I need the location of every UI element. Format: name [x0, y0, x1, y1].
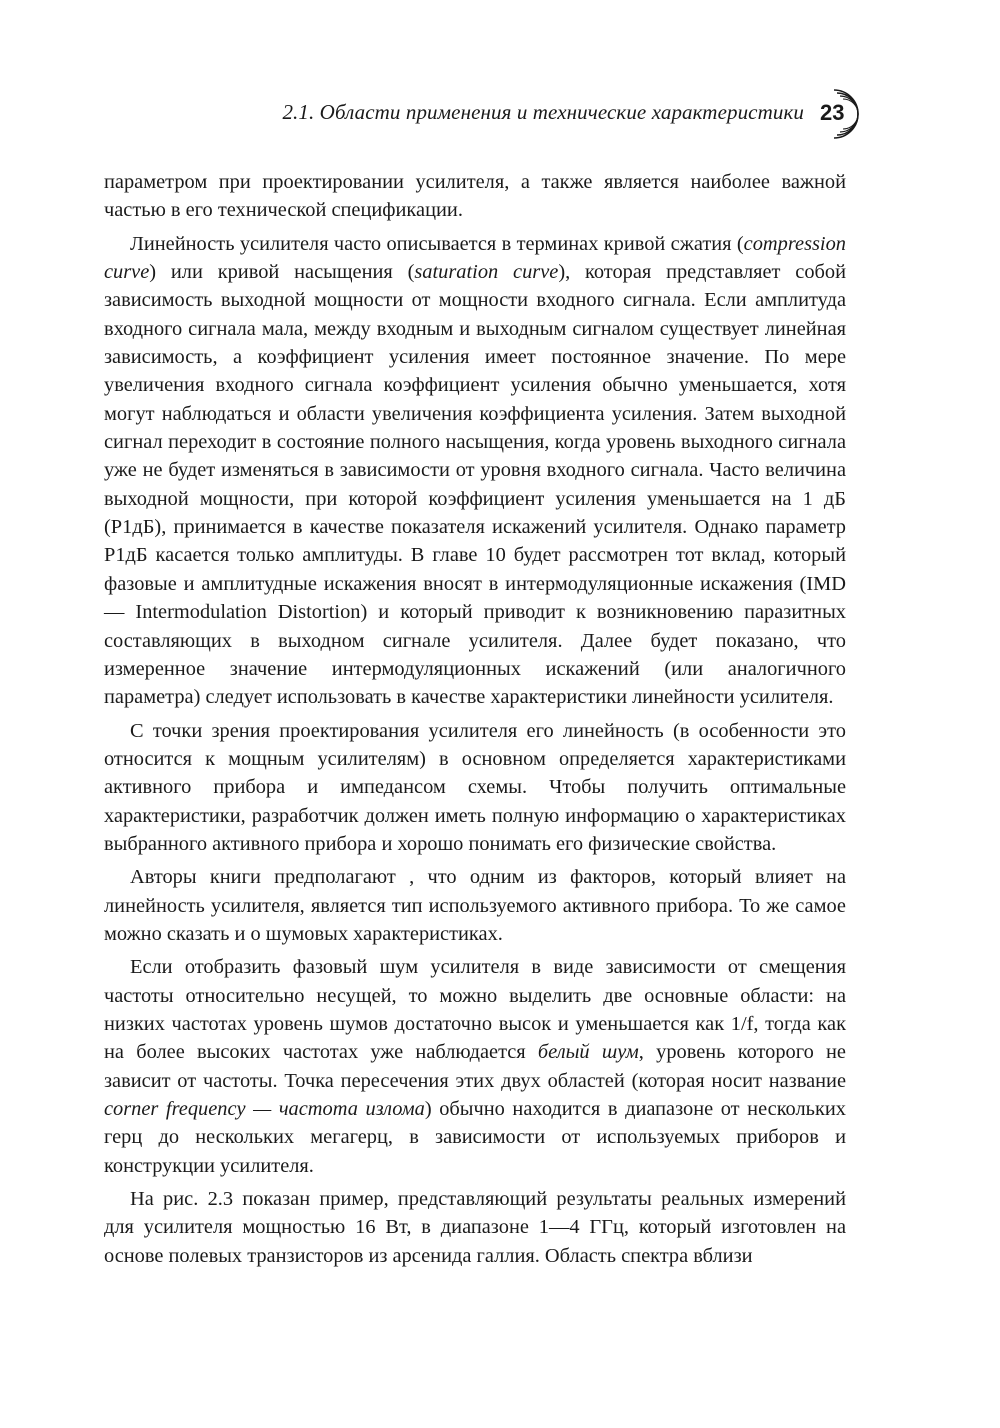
body-text [104, 168, 846, 1270]
page-number-ornament [812, 84, 878, 144]
paragraph-1: параметром при проектировании усилителя, а также является наиболее важной частью в его технической спецификации. [104, 171, 846, 222]
paragraph-5 [104, 953, 846, 1180]
running-head [104, 90, 804, 134]
paragraph-2-text: ), которая представляет собой зависимость выходной мощности от мощности входного сигнала. Если амплитуда входного сигнала мала, между входным и выходным сигналом существует линейная зависимость, а коэффициент усиления имеет постоянное значение. По мере увеличения входного сигнала коэффициент усиления обычно уменьшается, хотя могут наблюдаться и области увеличения коэффициента усиления. Затем выходной сигнал переходит в состояние полного насыщения, когда уровень выходного сигнала уже не будет изменяться в зависимости от уровня входного сигнала. Часто величина выходной мощности, при которой коэффициент усиления уменьшается на 1 дБ (P1дБ), принимается в качестве показателя искажений усилителя. Однако параметр P1дБ касается только амплитуды. В главе 10 будет рассмотрен тот вклад, который фазовые и амплитудные искажения вносят в интермодуляционные искажения (IMD — Intermodulation Distortion) и который приводит к возникновению паразитных составляющих в выходном сигнале усилителя. Далее будет показано, что измеренное значение интермодуляционных искажений (или аналогичного параметра) следует использовать в качестве характеристики линейности усилителя. [104, 261, 846, 709]
paragraph-3: С точки зрения проектирования усилителя его линейность (в особенности это относится к мощным усилителям) в основном определяется характеристиками активного прибора и импедансом схемы. Чтобы получить оптимальные характеристики, разработчик должен иметь полную информацию о характеристиках выбранного активного прибора и хорошо понимать его физические свойства. [104, 719, 846, 855]
paragraph-6: На рис. 2.3 показан пример, представляющий результаты реальных измерений для усилителя мощностью 16 Вт, в диапазоне 1—4 ГГц, который изготовлен на основе полевых транзисторов из арсенида галлия. Область спектра вблизи [104, 1188, 846, 1267]
term-saturation-curve: saturation curve [414, 261, 559, 284]
paragraph-2-text: ) или кривой насыщения ( [149, 261, 415, 284]
page-number: 23 [820, 100, 845, 125]
paragraph-2 [104, 230, 846, 712]
term-corner-frequency: corner frequency — частота излома [104, 1098, 425, 1120]
paragraph-5-text: Если отобразить фазовый шум усилителя в виде зависимости от смещения частоты относительно несущей, то можно выделить две основные области: на низких частотах уровень шумов достаточно высок и уменьшается как 1/f, тогда как на более высоких частотах уже наблюдается [104, 956, 846, 1064]
paragraph-5-text: ) обычно находится в диапазоне от нескольких герц до нескольких мегагерц, в зависимости от используемых приборов и конструкции усилителя. [104, 1098, 846, 1177]
paragraph-4: Авторы книги предполагают , что одним из факторов, который влияет на линейность усилителя, является тип используемого активного прибора. То же самое можно сказать и о шумовых характеристиках. [104, 866, 846, 945]
term-compression-curve: compression curve [104, 232, 846, 284]
paragraph-2-text: Линейность усилителя часто описывается в терминах кривой сжатия ( [130, 232, 744, 255]
term-white-noise: белый шум [537, 1041, 639, 1064]
running-title: 2.1. Области применения и технические характеристики [282, 99, 804, 124]
paragraph-5-text: , уровень которого не зависит от частоты. Точка пересечения этих двух областей (которая носит название [104, 1041, 846, 1092]
